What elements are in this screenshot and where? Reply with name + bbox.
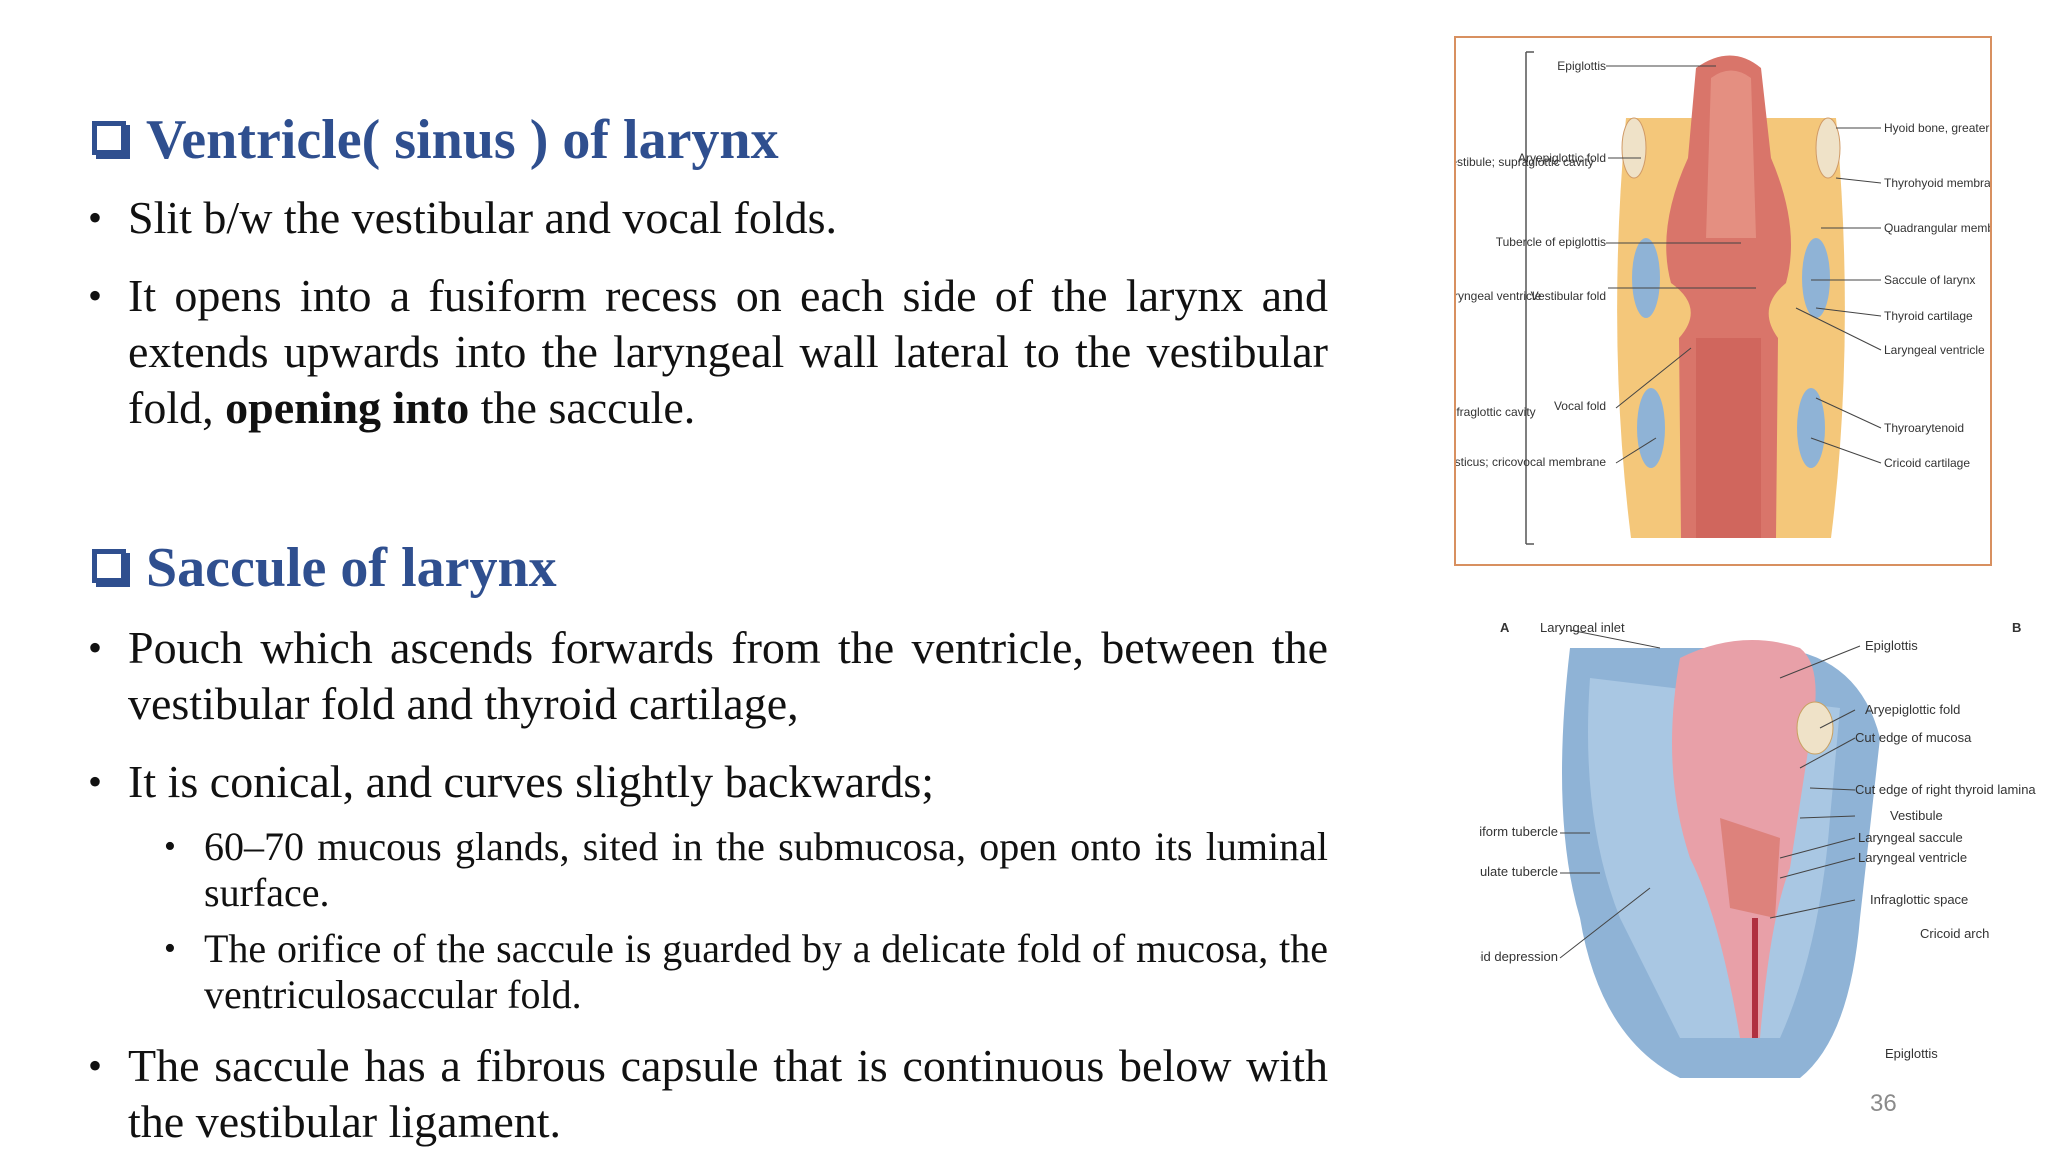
panel-a-label: A (1500, 620, 1510, 635)
section-heading-saccule (92, 536, 557, 600)
fig2-label-aryepiglottic: Aryepiglottic fold (1865, 702, 1961, 717)
larynx-coronal-figure (1454, 36, 1992, 566)
fig1-label-ventricle: yngeal ventricle (1457, 289, 1542, 303)
bullet-text (128, 268, 1328, 436)
sub-bullet-dot-icon: • (164, 828, 176, 865)
bullet-dot-icon: • (88, 1043, 103, 1088)
bullet-dot-icon: • (88, 759, 103, 804)
bullet-text: It is conical, and curves slightly backwards; (128, 756, 935, 807)
fig1-label-thyroarytenoid: Thyroarytenoid (1884, 421, 1965, 435)
fig2-label-saccule: Laryngeal saccule (1858, 830, 1963, 845)
bullet-text: Slit b/w the vestibular and vocal folds. (128, 192, 838, 243)
fig1-label-laryngeal-ventricle: Laryngeal ventricle (1884, 343, 1985, 357)
sub-bullet-text: 60–70 mucous glands, sited in the submucosa, open onto its luminal surface. (204, 824, 1328, 915)
bullet-item (88, 190, 1328, 246)
fig1-label-vocal-fold: Vocal fold (1553, 399, 1606, 413)
sub-bullet-text: The orifice of the saccule is guarded by a delicate fold of mucosa, the ventriculosaccular fold. (204, 926, 1328, 1017)
fig1-label-cricoid: Cricoid cartilage (1884, 456, 1971, 470)
larynx-saccule-figure (1480, 618, 2040, 1088)
bullet-text: Pouch which ascends forwards from the ventricle, between the vestibular fold and thyroid cartilage, (128, 622, 1328, 729)
panel-b-label: B (2012, 620, 2022, 635)
fig2-label-vestibule: Vestibule (1890, 808, 1943, 823)
fig1-label-tubercle: Tubercle of epiglottis (1495, 235, 1606, 249)
sub-bullet-item (164, 824, 1328, 916)
larynx-coronal-illustration (1456, 38, 1990, 564)
fig2-label-ventricle: Laryngeal ventricle (1858, 850, 1968, 865)
checkbox-bullet-icon (92, 549, 126, 583)
bullet-text-part: the saccule. (469, 382, 696, 433)
sub-bullet-item (164, 926, 1328, 1018)
bullet-text: The saccule has a fibrous capsule that is continuous below with the vestibular ligament. (128, 1040, 1328, 1147)
fig1-label-saccule: Saccule of larynx (1884, 273, 1976, 287)
fig2-label-cricoid: Cricoid arch (1920, 926, 1990, 941)
fig2-label-laryngeal-inlet: Laryngeal inlet (1540, 620, 1625, 635)
bullet-item (88, 754, 1328, 810)
bullet-bold-text: opening into (225, 382, 470, 433)
heading-text: Saccule of larynx (146, 537, 557, 599)
bullet-dot-icon: • (88, 625, 103, 670)
fig2-label-cuneiform: iform tubercle (1480, 824, 1558, 839)
sub-bullet-dot-icon: • (164, 930, 176, 967)
checkbox-bullet-icon (92, 121, 126, 155)
fig2-label-infraglottic: Infraglottic space (1870, 892, 1969, 907)
fig2-label-epiglottis: Epiglottis (1865, 638, 1918, 653)
bullet-item (88, 620, 1328, 732)
fig1-label-quadrangular: Quadrangular mem (1884, 221, 1988, 235)
bullet-text-part: It opens into a fusiform recess on each side of the larynx and extends upwards into the laryngeal wall lateral to the vestibular fold, (128, 270, 1328, 433)
fig1-label-thyroid-cartilage: Thyroid cartilage (1884, 309, 1973, 323)
fig1-label-conus: sticus; cricovocal membrane (1456, 455, 1606, 469)
page-number: 36 (1870, 1090, 1897, 1117)
bullet-item (88, 1038, 1328, 1150)
fig1-label-aryepiglottic: Aryepiglottic fold (1517, 151, 1606, 165)
fig2-label-bottom-epiglottis: Epiglottis (1885, 1046, 1938, 1061)
fig2-label-corniculate: ulate tubercle (1480, 864, 1558, 879)
larynx-saccule-illustration (1480, 618, 2040, 1088)
bullet-dot-icon: • (88, 195, 103, 240)
fig1-label-hyoid: Hyoid bone, greater (1884, 121, 1990, 135)
section-heading-ventricle (92, 108, 779, 172)
fig2-label-cut-mucosa: Cut edge of mucosa (1855, 730, 1972, 745)
fig1-label-epiglottis: Epiglottis (1557, 59, 1606, 73)
fig1-label-vestibular-fold: Vestibular fold (1530, 289, 1606, 303)
bullet-dot-icon: • (88, 273, 103, 318)
fig1-label-infraglottic: fraglottic cavity (1456, 405, 1536, 419)
heading-text: Ventricle( sinus ) of larynx (146, 109, 779, 171)
fig1-label-thyrohyoid: Thyrohyoid membra (1884, 176, 1990, 190)
bullet-item (88, 268, 1328, 436)
fig1-label-vestibule: stibule; supraglottic cavity (1456, 155, 1594, 169)
fig2-label-cut-thyroid: Cut edge of right thyroid lamina (1855, 782, 2036, 797)
fig2-label-interarytenoid: id depression (1480, 949, 1558, 964)
